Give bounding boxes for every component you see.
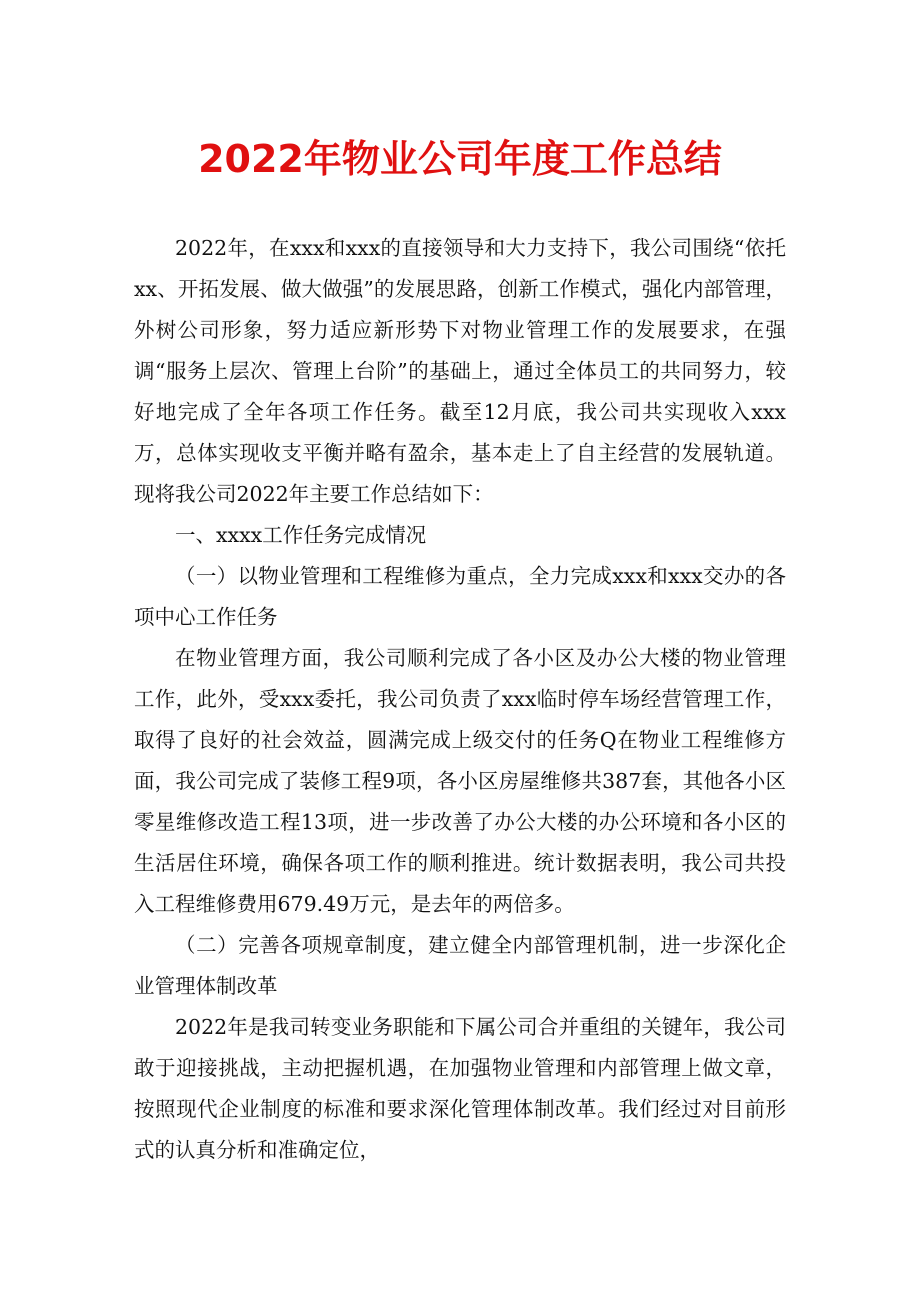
document-body xyxy=(134,228,786,1171)
subheading-2: （二）完善各项规章制度，建立健全内部管理机制，进一步深化企业管理体制改革 xyxy=(134,933,786,998)
subheading-1: （一）以物业管理和工程维修为重点，全力完成xxx和xxx交办的各项中心工作任务 xyxy=(134,564,786,629)
heading-section-1: 一、xxxx工作任务完成情况 xyxy=(175,523,427,547)
document-title: 2022年物业公司年度工作总结 xyxy=(198,137,722,181)
paragraph-reform: 2022年是我司转变业务职能和下属公司合并重组的关键年，我公司敢于迎接挑战，主动把握机遇，在加强物业管理和内部管理上做文章，按照现代企业制度的标准和要求深化管理体制改革。我们经过对目前形式的认真分析和准确定位， xyxy=(134,1015,786,1162)
paragraph-intro: 2022年，在xxx和xxx的直接领导和大力支持下，我公司围绕“依托xx、开拓发展、做大做强”的发展思路，创新工作模式，强化内部管理，外树公司形象，努力适应新形势下对物业管理工作的发展要求，在强调“服务上层次、管理上台阶”的基础上，通过全体员工的共同努力，较好地完成了全年各项工作任务。截至12月底，我公司共实现收入xxx万，总体实现收支平衡并略有盈余，基本走上了自主经营的发展轨道。现将我公司2022年主要工作总结如下： xyxy=(134,236,786,506)
paragraph-property-management: 在物业管理方面，我公司顺利完成了各小区及办公大楼的物业管理工作，此外，受xxx委托，我公司负责了xxx临时停车场经营管理工作，取得了良好的社会效益，圆满完成上级交付的任务Q在物业工程维修方面，我公司完成了装修工程9项，各小区房屋维修共387套，其他各小区零星维修改造工程13项，进一步改善了办公大楼的办公环境和各小区的生活居住环境，确保各项工作的顺利推进。统计数据表明，我公司共投入工程维修费用679.49万元，是去年的两倍多。 xyxy=(134,646,786,916)
